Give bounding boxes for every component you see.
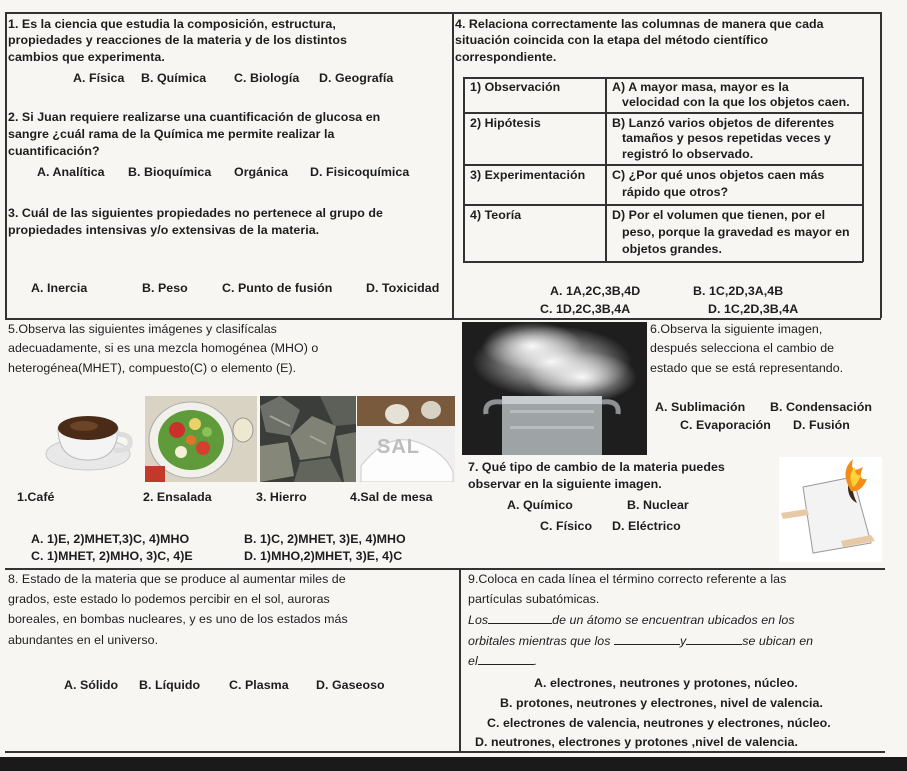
q5-option-b[interactable]: B. 1)C, 2)MHET, 3)E, 4)MHO (244, 532, 406, 546)
q9-fill-los: Los (468, 613, 489, 627)
q9-stem-2: partículas subatómicas. (468, 592, 600, 606)
q9-option-c[interactable]: C. electrones de valencia, neutrones y electrones, núcleo. (487, 716, 831, 730)
q1-stem-3: cambios que experimenta. (8, 50, 165, 64)
q3-option-a[interactable]: A. Inercia (31, 281, 88, 295)
q5-option-d[interactable]: D. 1)MHO,2)MHET, 3)E, 4)C (244, 549, 403, 563)
q4-right-b-2: tamaños y pesos repetidas veces y (622, 131, 831, 145)
q9-blank-2[interactable] (614, 633, 680, 645)
q9-fill-end: . (533, 654, 538, 668)
q9-fill-line-3 (468, 653, 537, 669)
q7-option-d[interactable]: D. Eléctrico (612, 519, 681, 533)
q9-option-a[interactable]: A. electrones, neutrones y protones, núcleo. (534, 676, 798, 690)
q9-fill-part3: se ubican en (742, 634, 814, 648)
q9-option-b[interactable]: B. protones, neutrones y electrones, nivel de valencia. (500, 696, 823, 710)
q3-option-c[interactable]: C. Punto de fusión (222, 281, 333, 295)
q4-left-1: 1) Observación (470, 80, 561, 94)
q4-option-a[interactable]: A. 1A,2C,3B,4D (550, 284, 641, 298)
q5-caption-4: 4.Sal de mesa (350, 490, 433, 504)
q4-row-line-3 (463, 204, 863, 206)
q2-option-d[interactable]: D. Fisicoquímica (310, 165, 410, 179)
column-divider-bottom (459, 568, 461, 752)
q4-left-3: 3) Experimentación (470, 168, 586, 182)
q7-stem-1: 7. Qué tipo de cambio de la materia puedes (468, 460, 725, 474)
q9-option-d[interactable]: D. neutrones, electrones y protones ,nivel de valencia. (475, 735, 798, 749)
q4-right-b-1: B) Lanzó varios objetos de diferentes (612, 116, 835, 130)
boiling-pot-steam-image (462, 322, 647, 455)
q4-right-d-2: peso, porque la gravedad es mayor en (622, 225, 850, 239)
salad-image (145, 396, 257, 482)
q9-fill-part1: de un átomo se encuentran ubicados en los (552, 613, 795, 627)
q7-option-c[interactable]: C. Físico (540, 519, 593, 533)
q2-option-c[interactable]: Orgánica (234, 165, 289, 179)
q7-option-b[interactable]: B. Nuclear (627, 498, 689, 512)
q8-stem-4: abundantes en el universo. (8, 633, 159, 647)
q4-table-right (862, 77, 864, 262)
q4-table-left (463, 77, 465, 262)
q9-fill-line-1 (468, 612, 795, 628)
q9-blank-4[interactable] (478, 653, 534, 665)
q4-row-line-0 (463, 77, 863, 79)
q2-stem-3: cuantificación? (8, 144, 100, 158)
q8-stem-1: 8. Estado de la materia que se produce al aumentar miles de (8, 572, 346, 586)
scan-bottom-edge (0, 757, 907, 771)
q2-stem-2: sangre ¿cuál rama de la Química me permite realizar la (8, 127, 335, 141)
q4-right-b-3: registró lo observado. (622, 147, 754, 161)
q6-stem-3: estado que se está representando. (650, 361, 844, 375)
q5-caption-2: 2. Ensalada (143, 490, 212, 504)
q1-stem-2: propiedades y reacciones de la materia y de los distintos (8, 33, 347, 47)
divider-bottom (5, 751, 885, 753)
burning-paper-image (779, 457, 882, 562)
q4-left-2: 2) Hipótesis (470, 116, 541, 130)
q1-option-d[interactable]: D. Geografía (319, 71, 394, 85)
q9-blank-3[interactable] (686, 633, 742, 645)
q4-right-d-1: D) Por el volumen que tienen, por el (612, 208, 826, 222)
q3-option-d[interactable]: D. Toxicidad (366, 281, 440, 295)
q4-stem-3: correspondiente. (455, 50, 557, 64)
iron-ore-image (260, 396, 356, 482)
q3-stem-1: 3. Cuál de las siguientes propiedades no pertenece al grupo de (8, 206, 383, 220)
frame-right (880, 12, 882, 318)
q4-left-4: 4) Teoría (470, 208, 522, 222)
q5-caption-1: 1.Café (17, 490, 55, 504)
q9-blank-1[interactable] (488, 612, 552, 624)
q4-right-c-2: rápido que otros? (622, 185, 729, 199)
q4-stem-2: situación coincida con la etapa del método científico (455, 33, 769, 47)
q8-option-c[interactable]: C. Plasma (229, 678, 289, 692)
q9-fill-line-2 (468, 633, 813, 649)
q7-stem-2: observar en la siguiente imagen. (468, 477, 662, 491)
q7-option-a[interactable]: A. Químico (507, 498, 573, 512)
q5-stem-3: heterogénea(MHET), compuesto(C) o elemento (E). (8, 361, 297, 375)
q2-option-a[interactable]: A. Analítica (37, 165, 105, 179)
q3-stem-2: propiedades intensivas y/o extensivas de la materia. (8, 223, 320, 237)
divider-top (5, 318, 881, 320)
frame-top (5, 12, 881, 14)
q4-row-line-4 (463, 261, 863, 263)
q6-option-b[interactable]: B. Condensación (770, 400, 872, 414)
q8-stem-2: grados, este estado lo podemos percibir en el sol, auroras (8, 592, 330, 606)
q1-option-c[interactable]: C. Biología (234, 71, 300, 85)
q6-stem-2: después selecciona el cambio de (650, 341, 835, 355)
q5-caption-3: 3. Hierro (256, 490, 307, 504)
q6-option-a[interactable]: A. Sublimación (655, 400, 746, 414)
q9-fill-el: el (468, 654, 478, 668)
q1-option-a[interactable]: A. Física (73, 71, 125, 85)
q4-right-c-1: C) ¿Por qué unos objetos caen más (612, 168, 825, 182)
q4-option-c[interactable]: C. 1D,2C,3B,4A (540, 302, 631, 316)
q4-stem-1: 4. Relaciona correctamente las columnas de manera que cada (455, 17, 824, 31)
divider-mid (5, 568, 885, 570)
q2-stem-1: 2. Si Juan requiere realizarse una cuantificación de glucosa en (8, 110, 381, 124)
q4-right-d-3: objetos grandes. (622, 242, 722, 256)
q4-option-d[interactable]: D. 1C,2D,3B,4A (708, 302, 799, 316)
q4-right-a-2: velocidad con la que los objetos caen. (622, 95, 850, 109)
q8-option-a[interactable]: A. Sólido (64, 678, 119, 692)
q8-option-b[interactable]: B. Líquido (139, 678, 201, 692)
q2-option-b[interactable]: B. Bioquímica (128, 165, 212, 179)
q5-option-c[interactable]: C. 1)MHET, 2)MHO, 3)C, 4)E (31, 549, 193, 563)
coffee-cup-image (44, 398, 136, 480)
q1-option-b[interactable]: B. Química (141, 71, 207, 85)
q6-option-d[interactable]: D. Fusión (793, 418, 850, 432)
q4-row-line-2 (463, 164, 863, 166)
column-divider-top (452, 12, 454, 318)
q4-row-line-1 (463, 112, 863, 114)
q3-option-b[interactable]: B. Peso (142, 281, 188, 295)
q1-stem-1: 1. Es la ciencia que estudia la composición, estructura, (8, 17, 336, 31)
frame-left (5, 12, 7, 318)
q8-stem-3: boreales, en bombas nucleares, y es uno de los estados más (8, 612, 348, 626)
q4-table-mid (605, 77, 607, 262)
q8-option-d[interactable]: D. Gaseoso (316, 678, 385, 692)
q5-option-a[interactable]: A. 1)E, 2)MHET,3)C, 4)MHO (31, 532, 190, 546)
q4-option-b[interactable]: B. 1C,2D,3A,4B (693, 284, 784, 298)
salt-label: SAL (377, 436, 420, 458)
q9-stem-1: 9.Coloca en cada línea el término correcto referente a las (468, 572, 787, 586)
q4-right-a-1: A) A mayor masa, mayor es la (612, 80, 789, 94)
q6-stem-1: 6.Observa la siguiente imagen, (650, 322, 823, 336)
q9-fill-part2: orbitales mientras que los (468, 634, 611, 648)
q5-stem-2: adecuadamente, si es una mezcla homogénea (MHO) o (8, 341, 319, 355)
table-salt-image (357, 396, 455, 482)
q6-option-c[interactable]: C. Evaporación (680, 418, 771, 432)
q9-fill-y: y (680, 634, 687, 648)
q5-stem-1: 5.Observa las siguientes imágenes y clasifícalas (8, 322, 277, 336)
